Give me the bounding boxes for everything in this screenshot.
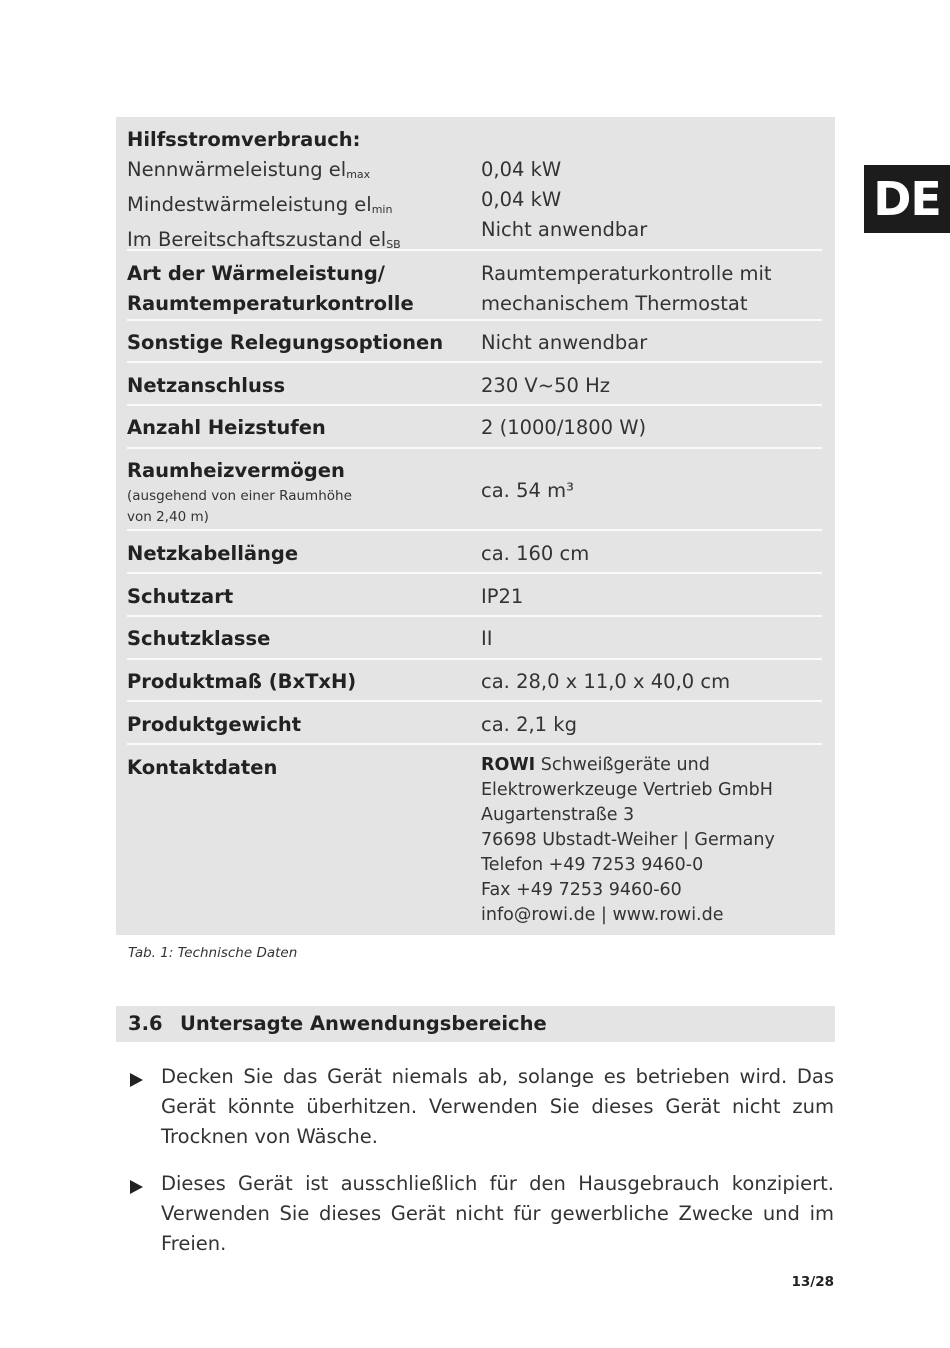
room-capacity-note: (ausgehend von einer Raumhöhe	[127, 488, 352, 504]
weight-value: ca. 2,1 kg	[481, 713, 577, 736]
list-item	[128, 1169, 834, 1255]
power-connection-value: 230 V~50 Hz	[481, 374, 611, 397]
protection-type-label: Schutzart	[127, 585, 234, 608]
weight-label: Produktgewicht	[127, 713, 302, 736]
page-number: 13/28	[791, 1274, 834, 1290]
protection-class-value: II	[481, 627, 493, 650]
contact-label: Kontaktdaten	[127, 756, 278, 779]
contact-line: Augartenstraße 3	[481, 805, 635, 825]
contact-line: 76698 Ubstadt-Weiher | Germany	[481, 830, 775, 850]
list-item	[128, 1062, 834, 1154]
protection-class-label: Schutzklasse	[127, 627, 271, 650]
weight-row	[127, 710, 822, 745]
aux-row-value: Nicht anwendbar	[481, 218, 648, 241]
heat-type-value: mechanischem Thermostat	[481, 292, 748, 315]
aux-row-label: Nennwärmeleistung $el_{max}$	[127, 158, 371, 181]
protection-class-row	[127, 624, 822, 660]
aux-row-label: Im Bereitschaftszustand $el_{SB}$	[127, 228, 401, 251]
triangle-bullet-icon	[130, 1073, 143, 1087]
section-title: Untersagte Anwendungsbereiche	[180, 1012, 547, 1035]
dimensions-row	[127, 667, 822, 702]
aux-row-value: 0,04 kW	[481, 158, 562, 181]
aux-row-value: 0,04 kW	[481, 188, 562, 211]
cable-length-value: ca. 160 cm	[481, 542, 590, 565]
contact-line: info@rowi.de | www.rowi.de	[481, 905, 724, 925]
heat-type-label: Raumtemperaturkontrolle	[127, 292, 414, 315]
room-capacity-label: Raumheizvermögen	[127, 459, 345, 482]
table-caption: Tab. 1: Technische Daten	[128, 945, 298, 961]
section-heading	[116, 1006, 835, 1042]
aux-power-row	[127, 125, 822, 251]
cable-length-row	[127, 539, 822, 574]
contact-line: ROWI Schweißgeräte und	[481, 755, 710, 775]
heat-type-value: Raumtemperaturkontrolle mit	[481, 262, 772, 285]
other-options-label: Sonstige Relegungsoptionen	[127, 331, 444, 354]
contact-line: Telefon +49 7253 9460-0	[481, 855, 704, 875]
protection-type-value: IP21	[481, 585, 524, 608]
heat-levels-value: 2 (1000/1800 W)	[481, 416, 647, 439]
room-capacity-row	[127, 456, 822, 531]
contact-line: Fax +49 7253 9460-60	[481, 880, 682, 900]
bullet-text: Decken Sie das Gerät niemals ab, solange es betrieben wird. Das Gerät könnte überhitzen. Verwenden Sie dieses Gerät nicht zum Trocknen von Wäsche.	[161, 1065, 834, 1148]
power-connection-row	[127, 371, 822, 406]
brand-name: ROWI	[481, 755, 536, 775]
aux-row-label: Mindestwärmeleistung $el_{min}$	[127, 193, 393, 216]
technical-data-table	[116, 117, 835, 935]
bullet-text: Dieses Gerät ist ausschließlich für den Hausgebrauch konzipiert. Verwenden Sie dieses Gerät nicht für gewerbliche Zwecke und im Freien.	[161, 1172, 834, 1255]
room-capacity-value: ca. 54 m³	[481, 479, 574, 502]
heat-type-row	[127, 259, 822, 321]
language-tab: DE	[864, 165, 950, 233]
contact-row	[127, 753, 822, 933]
cable-length-label: Netzkabellänge	[127, 542, 299, 565]
heat-type-label: Art der Wärmeleistung/	[127, 262, 385, 285]
triangle-bullet-icon	[130, 1180, 143, 1194]
aux-power-header: Hilfsstromverbrauch:	[127, 128, 361, 151]
heat-levels-row	[127, 413, 822, 449]
contact-line: Elektrowerkzeuge Vertrieb GmbH	[481, 780, 773, 800]
heat-levels-label: Anzahl Heizstufen	[127, 416, 326, 439]
room-capacity-note: von 2,40 m)	[127, 509, 209, 525]
other-options-value: Nicht anwendbar	[481, 331, 648, 354]
protection-type-row	[127, 582, 822, 617]
section-number: 3.6	[128, 1012, 163, 1035]
power-connection-label: Netzanschluss	[127, 374, 286, 397]
dimensions-value: ca. 28,0 x 11,0 x 40,0 cm	[481, 670, 731, 693]
other-options-row	[127, 328, 822, 363]
dimensions-label: Produktmaß (BxTxH)	[127, 670, 357, 693]
